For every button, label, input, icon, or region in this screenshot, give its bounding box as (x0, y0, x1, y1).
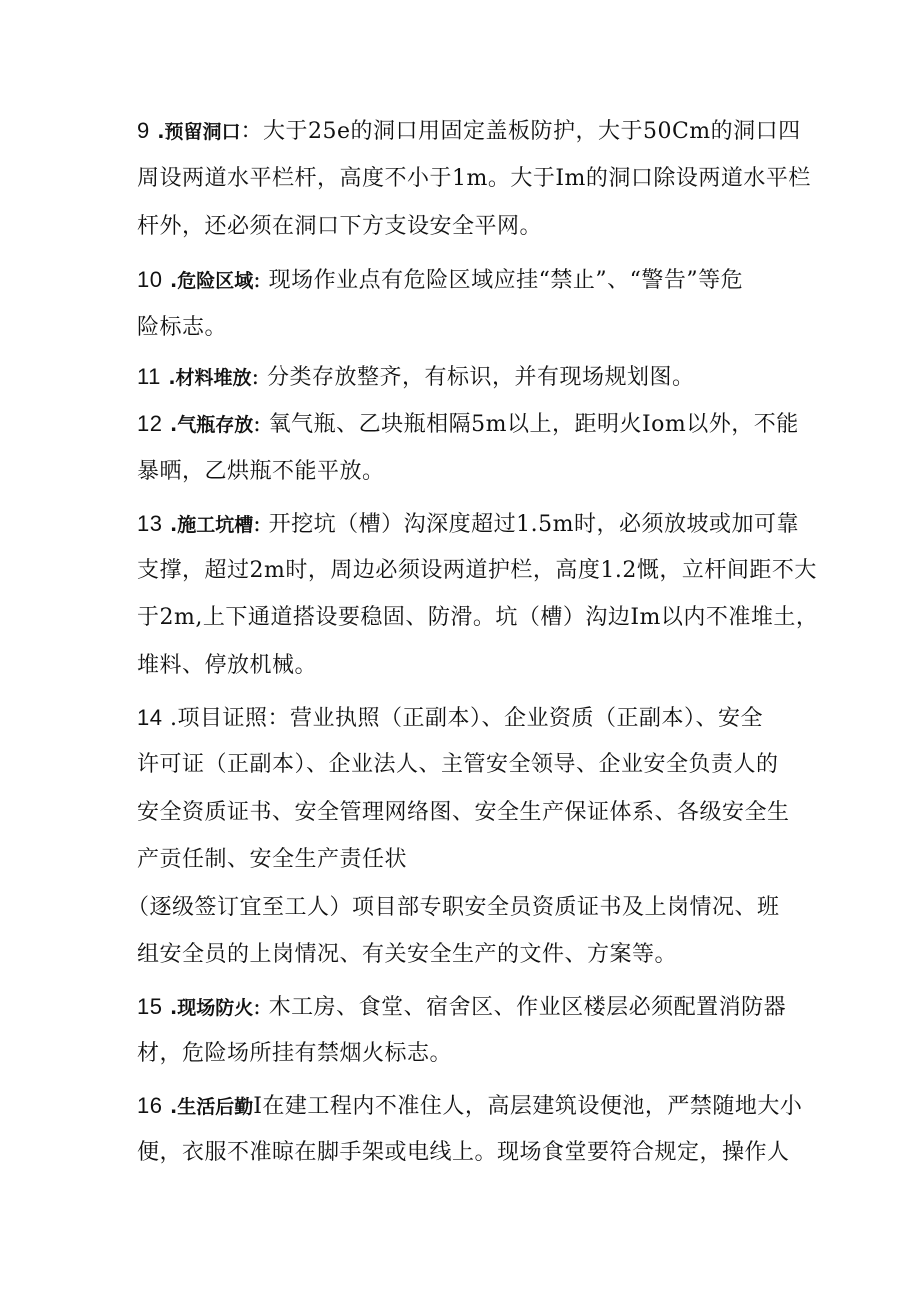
item-9-line-1 (137, 116, 801, 146)
item-14-line-4: 产贡任制、安全生产责任状 (137, 847, 408, 872)
item-16-line-1 (137, 1091, 803, 1121)
item-14-line-3: 安全资质证书、安全管理网络图、安全生产保证体系、各级安全生 (137, 800, 790, 825)
item-number: 14 (137, 705, 163, 730)
item-15-line-2: 材，危险场所挂有禁烟火标志。 (137, 1041, 453, 1066)
item-12-line-1 (137, 409, 799, 439)
item-13-line-2: 支撑，超过2m时，周边必须设两道护栏，高度1.2慨，立杆间距不大 (137, 558, 817, 583)
item-number: 16 (137, 1093, 163, 1118)
item-15-line-1 (137, 992, 787, 1022)
item-text: .项目证照：营业执照（正副本）、企业资质（正副本）、安全 (169, 706, 763, 731)
item-12-line-2: 暴晒，乙烘瓶不能平放。 (137, 459, 385, 484)
item-text: : 木工房、食堂、宿舍区、作业区楼层必须配置消防器 (253, 995, 787, 1020)
item-number: 13 (137, 511, 163, 536)
item-14-line-6: 组安全员的上岗情况、有关安全生产的文件、方案等。 (137, 942, 678, 967)
item-title: .材料堆放 (168, 367, 252, 389)
item-number: 10 (137, 267, 163, 292)
item-16-line-2: 便，衣服不准晾在脚手架或电线上。现场食堂要符合规定，操作人 (137, 1140, 790, 1165)
item-9-line-3: 杆外，还必须在洞口下方支设安全平网。 (137, 214, 543, 239)
item-text: : 现场作业点有危险区域应挂“禁止”、“警告”等危 (253, 268, 744, 293)
item-10-line-2: 险标志。 (137, 315, 228, 340)
item-14-line-5: （逐级签订宜至工人）项目部专职安全员资质证书及上岗情况、班 (127, 895, 780, 920)
item-title: .现场防火 (169, 997, 254, 1019)
item-9-line-2: 周设两道水平栏杆，高度不小于1m。大于Im的洞口除设两道水平栏 (137, 166, 811, 191)
item-13-line-4: 堆料、停放机械。 (137, 653, 318, 678)
item-text: : 分类存放整齐，有标识，并有现场规划图。 (251, 365, 695, 390)
item-text: : 开挖坑（槽）沟深度超过1.5m时，必须放坡或加可靠 (253, 512, 799, 537)
item-number: 11 (137, 364, 161, 389)
item-title: .危险区域 (169, 270, 254, 292)
item-text: : 氧气瓶、乙块瓶相隔5m以上，距明火Iom以外，不能 (253, 412, 799, 437)
item-13-line-3: 于2m,上下通道搭设要稳固、防滑。坑（槽）沟边Im以内不准堆土， (137, 605, 819, 630)
item-10-line-1 (137, 265, 787, 295)
item-title: .施工坑槽 (169, 514, 254, 536)
item-11-line-1 (137, 362, 787, 392)
item-text: I在建工程内不准住人，高层建筑设便池，严禁随地大小 (253, 1094, 803, 1119)
item-number: 15 (137, 994, 163, 1019)
item-number: 9 (137, 118, 150, 143)
item-14-line-1 (137, 703, 787, 733)
item-14-line-2: 许可证（正副本）、企业法人、主管安全领导、企业安全负责人的 (137, 752, 779, 777)
item-13-line-1 (137, 509, 799, 539)
item-title: .预留洞口 (157, 121, 241, 143)
item-text: ：大于25e的洞口用固定盖板防护，大于50Cm的洞口四 (240, 119, 801, 144)
item-title: .气瓶存放 (169, 414, 254, 436)
item-number: 12 (137, 411, 163, 436)
item-title: .生活后勤 (169, 1096, 254, 1118)
